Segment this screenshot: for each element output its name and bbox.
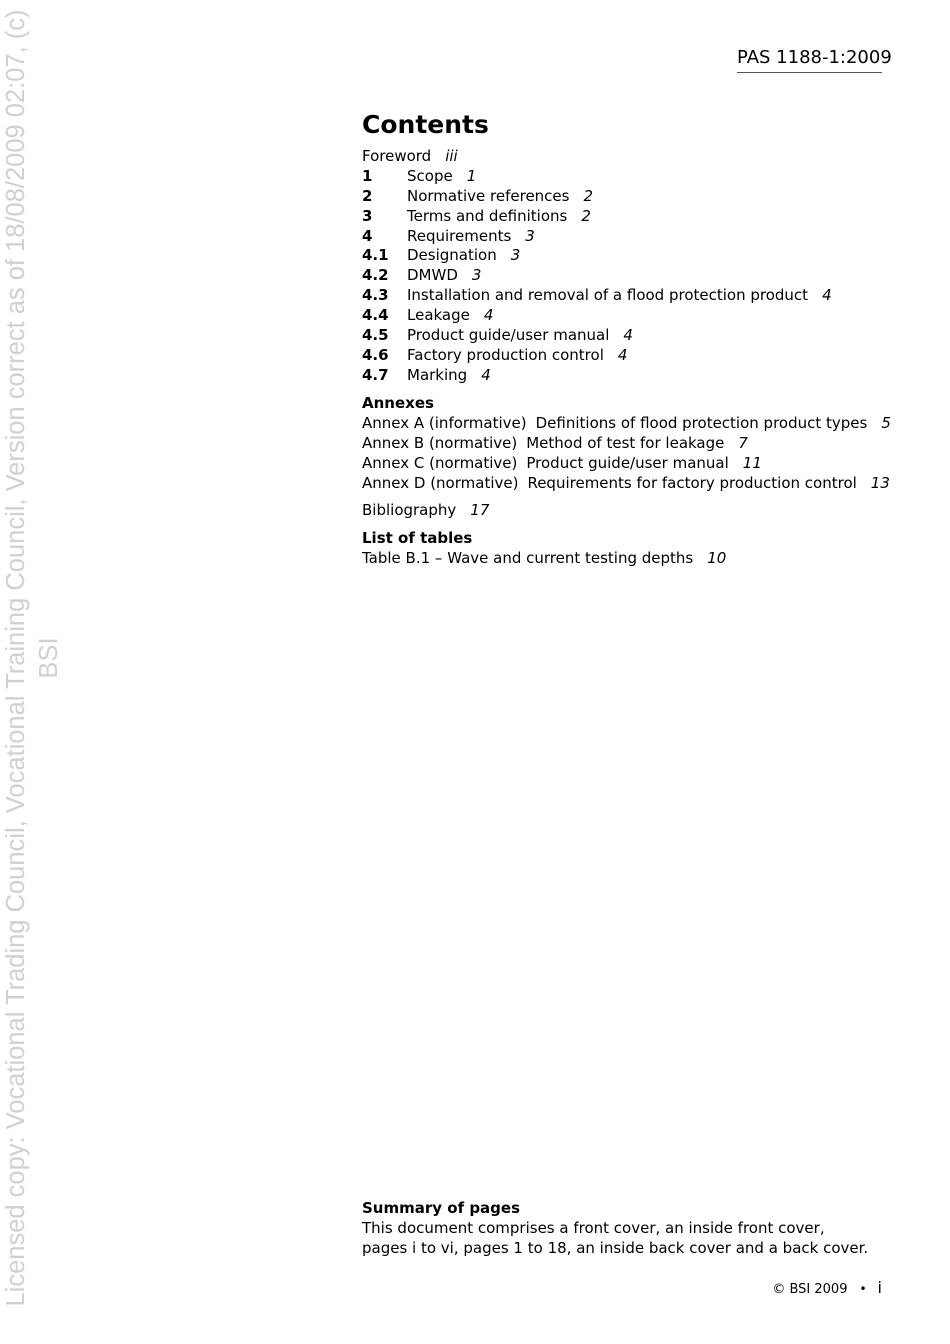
toc-page: 4 — [481, 365, 491, 384]
toc-entry[interactable] — [362, 325, 892, 345]
toc-page: 13 — [870, 473, 890, 492]
copyright: © BSI 2009 — [772, 1282, 848, 1297]
toc-number: 4 — [362, 226, 373, 245]
toc-page: 4 — [617, 345, 628, 364]
toc-label: Leakage — [407, 306, 470, 325]
summary-heading: Summary of pages — [362, 1199, 521, 1217]
toc-page: 10 — [707, 548, 727, 567]
toc-number: 2 — [362, 186, 373, 205]
annex-entry[interactable] — [362, 473, 892, 493]
toc-entry[interactable] — [362, 305, 892, 325]
toc-entry[interactable] — [362, 206, 892, 226]
toc-number: 4.1 — [362, 246, 389, 265]
toc-entry[interactable] — [362, 365, 892, 385]
annex-label: Annex D (normative) — [362, 473, 519, 492]
toc-entry-bibliography[interactable] — [362, 500, 892, 520]
toc-page: 17 — [470, 500, 490, 519]
summary-line: pages i to vi, pages 1 to 18, an inside back cover and a back cover. — [362, 1239, 869, 1257]
toc-label: Designation — [407, 246, 497, 265]
toc-entry[interactable] — [362, 345, 892, 365]
table-label: Table B.1 – Wave and current testing depths — [362, 548, 694, 567]
toc-entry-foreword[interactable] — [362, 146, 892, 166]
toc-number: 4.4 — [362, 306, 389, 325]
watermark-line-2: BSI — [35, 637, 63, 679]
annex-entry[interactable] — [362, 433, 892, 453]
annex-title: Method of test for leakage — [526, 433, 725, 452]
toc-page: 4 — [623, 326, 633, 345]
watermark-line-1: Licensed copy: Vocational Trading Council, Vocational Training Council, Version correct as of 18/08/2009 02:07, (c) — [2, 9, 30, 1307]
toc-label: DMWD — [407, 266, 458, 285]
page-title: Contents — [362, 110, 489, 139]
toc-number: 4.3 — [362, 286, 389, 305]
toc-page: 5 — [881, 413, 891, 432]
toc-label: Bibliography — [362, 500, 457, 519]
toc-number: 4.6 — [362, 345, 389, 364]
annex-entry[interactable] — [362, 413, 892, 433]
toc-entry[interactable] — [362, 226, 892, 246]
toc-number: 1 — [362, 166, 373, 185]
toc-page: iii — [445, 147, 458, 165]
annex-title: Definitions of flood protection product types — [535, 413, 868, 432]
toc-page: 3 — [510, 246, 521, 265]
tables-heading: List of tables — [362, 528, 473, 547]
toc-page: 4 — [483, 306, 494, 325]
toc-page: 7 — [738, 433, 748, 452]
annex-label: Annex A (informative) — [362, 413, 527, 432]
license-watermark — [0, 0, 90, 1330]
toc-entry[interactable] — [362, 265, 892, 285]
toc-label: Factory production control — [407, 345, 604, 364]
toc-label: Marking — [407, 365, 468, 384]
toc-label: Installation and removal of a flood protection product — [407, 286, 809, 305]
toc-page: 4 — [822, 286, 832, 305]
summary-line: This document comprises a front cover, an inside front cover, — [362, 1219, 825, 1237]
summary-of-pages — [362, 1198, 902, 1258]
toc-number: 4.2 — [362, 266, 389, 285]
toc-label: Normative references — [407, 186, 570, 205]
bullet-separator: • — [859, 1282, 867, 1296]
toc-entry[interactable] — [362, 285, 892, 305]
toc-label: Scope — [407, 166, 453, 185]
toc-number: 4.7 — [362, 365, 389, 384]
annex-label: Annex C (normative) — [362, 453, 518, 472]
annex-label: Annex B (normative) — [362, 433, 518, 452]
toc-entry[interactable] — [362, 186, 892, 206]
toc-page: 2 — [581, 206, 591, 225]
toc-page: 3 — [525, 226, 535, 245]
toc-page: 2 — [583, 186, 594, 205]
toc-page: 3 — [471, 266, 482, 285]
toc-label: Terms and definitions — [407, 206, 568, 225]
toc-label: Product guide/user manual — [407, 326, 610, 345]
toc-label: Foreword — [362, 147, 432, 165]
table-entry[interactable] — [362, 548, 892, 568]
annex-entry[interactable] — [362, 453, 892, 473]
page-number: i — [877, 1278, 882, 1297]
toc-page: 11 — [742, 453, 762, 472]
toc-number: 4.5 — [362, 326, 389, 345]
page-footer — [772, 1278, 882, 1300]
table-of-contents — [362, 108, 892, 568]
toc-label: Requirements — [407, 226, 512, 245]
annex-title: Product guide/user manual — [526, 453, 729, 472]
document-id: PAS 1188-1:2009 — [737, 46, 882, 73]
toc-entry[interactable] — [362, 245, 892, 265]
annexes-heading: Annexes — [362, 393, 434, 412]
toc-page: 1 — [466, 166, 477, 185]
annex-title: Requirements for factory production control — [527, 473, 857, 492]
toc-number: 3 — [362, 206, 373, 225]
toc-entry[interactable] — [362, 166, 892, 186]
